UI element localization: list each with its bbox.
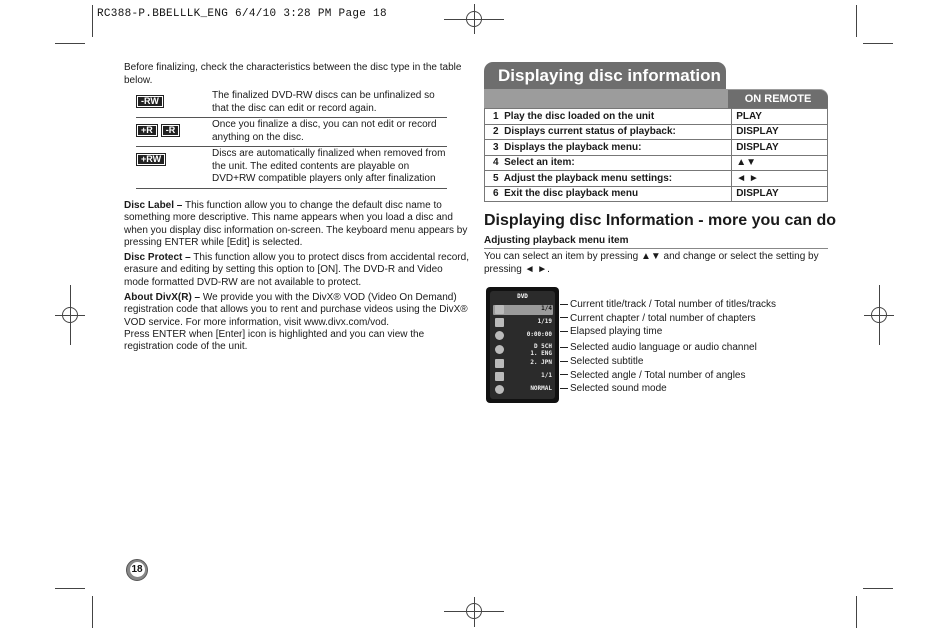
- intro-text: Before finalizing, check the characteristics between the disc type in the table below.: [124, 62, 462, 86]
- osd-row: 1/4: [493, 305, 553, 315]
- callout-label: Selected audio language or audio channel: [560, 341, 776, 355]
- disc-type-desc: Once you finalize a disc, you can not edit or record anything on the disc.: [212, 119, 437, 143]
- osd-row: 1/1: [493, 372, 553, 382]
- registration-mark-icon: [466, 603, 482, 619]
- divider: [484, 248, 828, 249]
- print-header: RC388-P.BBELLLK_ENG 6/4/10 3:28 PM Page 18: [97, 8, 387, 20]
- crop-mark: [863, 588, 893, 589]
- disc-badge: +RW: [136, 153, 166, 166]
- angle-icon: [495, 372, 504, 381]
- callout-label: Current chapter / total number of chapters: [560, 312, 776, 326]
- select-instructions: You can select an item by pressing ▲▼ and change or select the setting by pressing ◄ ►.: [484, 251, 819, 275]
- disc-type-table: [136, 89, 447, 189]
- adjust-subtitle: Adjusting playback menu item: [484, 235, 629, 246]
- disc-badge: -RW: [136, 95, 164, 108]
- time-icon: [495, 331, 504, 340]
- page-number: 18: [126, 559, 148, 581]
- audio-icon: [495, 345, 504, 354]
- osd-header: DVD: [517, 293, 528, 300]
- crop-mark: [856, 596, 857, 628]
- callout-label: Selected subtitle: [560, 355, 776, 369]
- disc-type-desc: The finalized DVD-RW discs can be unfinalized so that the disc can edit or record again.: [212, 90, 435, 114]
- divx-registration-paragraph: Press ENTER when [Enter] icon is highlighted and you can view the registration code of the unit.: [124, 328, 425, 353]
- table-row: 6 Exit the disc playback menu DISPLAY: [485, 186, 828, 202]
- table-row: 4 Select an item: ▲▼: [485, 155, 828, 171]
- title-icon: [495, 305, 504, 314]
- disc-type-row: [136, 118, 447, 147]
- table-row: 3 Displays the playback menu: DISPLAY: [485, 140, 828, 156]
- osd-display: [486, 287, 559, 403]
- registration-mark-icon: [466, 11, 482, 27]
- divx-paragraph: About DivX(R) – We provide you with the DivX® VOD (Video On Demand) registration code that allows you to rent and purchase videos using the DivX® VOD service. For more information, visit www.divx.com/vod.: [124, 292, 468, 328]
- more-section-title: Displaying disc Information - more you can do: [484, 212, 837, 229]
- crop-mark: [856, 5, 857, 37]
- disc-protect-paragraph: Disc Protect – This function allow you to protect discs from accidental record, erasure and editing by setting this option to [ON]. The DVD-R and Video mode formatted DVD-RW are not available to protect.: [124, 252, 469, 288]
- crop-mark: [92, 596, 93, 628]
- registration-mark-icon: [871, 307, 887, 323]
- disc-badge: +R: [136, 124, 158, 137]
- osd-row: 0:00:00: [493, 331, 553, 341]
- disc-type-row: [136, 89, 447, 118]
- callout-label: Current title/track / Total number of titles/tracks: [560, 298, 776, 312]
- remote-steps-table: [484, 108, 828, 202]
- callout-label: Elapsed playing time: [560, 325, 776, 341]
- registration-mark-icon: [62, 307, 78, 323]
- crop-mark: [55, 43, 85, 44]
- osd-row: 2. JPN: [493, 359, 553, 369]
- disc-badge: -R: [161, 124, 181, 137]
- callout-label: Selected sound mode: [560, 382, 776, 396]
- section-title: Displaying disc information: [484, 62, 726, 90]
- crop-mark: [55, 588, 85, 589]
- crop-mark: [92, 5, 93, 37]
- table-row: 5 Adjust the playback menu settings: ◄ ►: [485, 171, 828, 187]
- table-row: 1 Play the disc loaded on the unit PLAY: [485, 109, 828, 125]
- crop-mark: [863, 43, 893, 44]
- osd-callouts: [560, 298, 776, 396]
- osd-row: 1/19: [493, 318, 553, 328]
- disc-type-row: [136, 147, 447, 189]
- feature-descriptions: [124, 200, 469, 357]
- callout-label: Selected angle / Total number of angles: [560, 369, 776, 383]
- sound-icon: [495, 385, 504, 394]
- table-row: 2 Displays current status of playback: DISPLAY: [485, 124, 828, 140]
- subtitle-icon: [495, 359, 504, 368]
- disc-label-paragraph: Disc Label – This function allow you to change the default disc name to something more descriptive. This name appears when you load a disc and when you display disc information on-screen. The keyboard menu appears by pressing ENTER while [Edit] is selected.: [124, 200, 468, 248]
- chapter-icon: [495, 318, 504, 327]
- disc-type-desc: Discs are automatically finalized when removed from the unit. The edited contents are playable on DVD+RW compatible players only after finalization: [212, 148, 446, 184]
- osd-row: D 5CH 1. ENG: [493, 343, 553, 357]
- osd-row: NORMAL: [493, 385, 553, 395]
- on-remote-label: ON REMOTE: [728, 90, 828, 108]
